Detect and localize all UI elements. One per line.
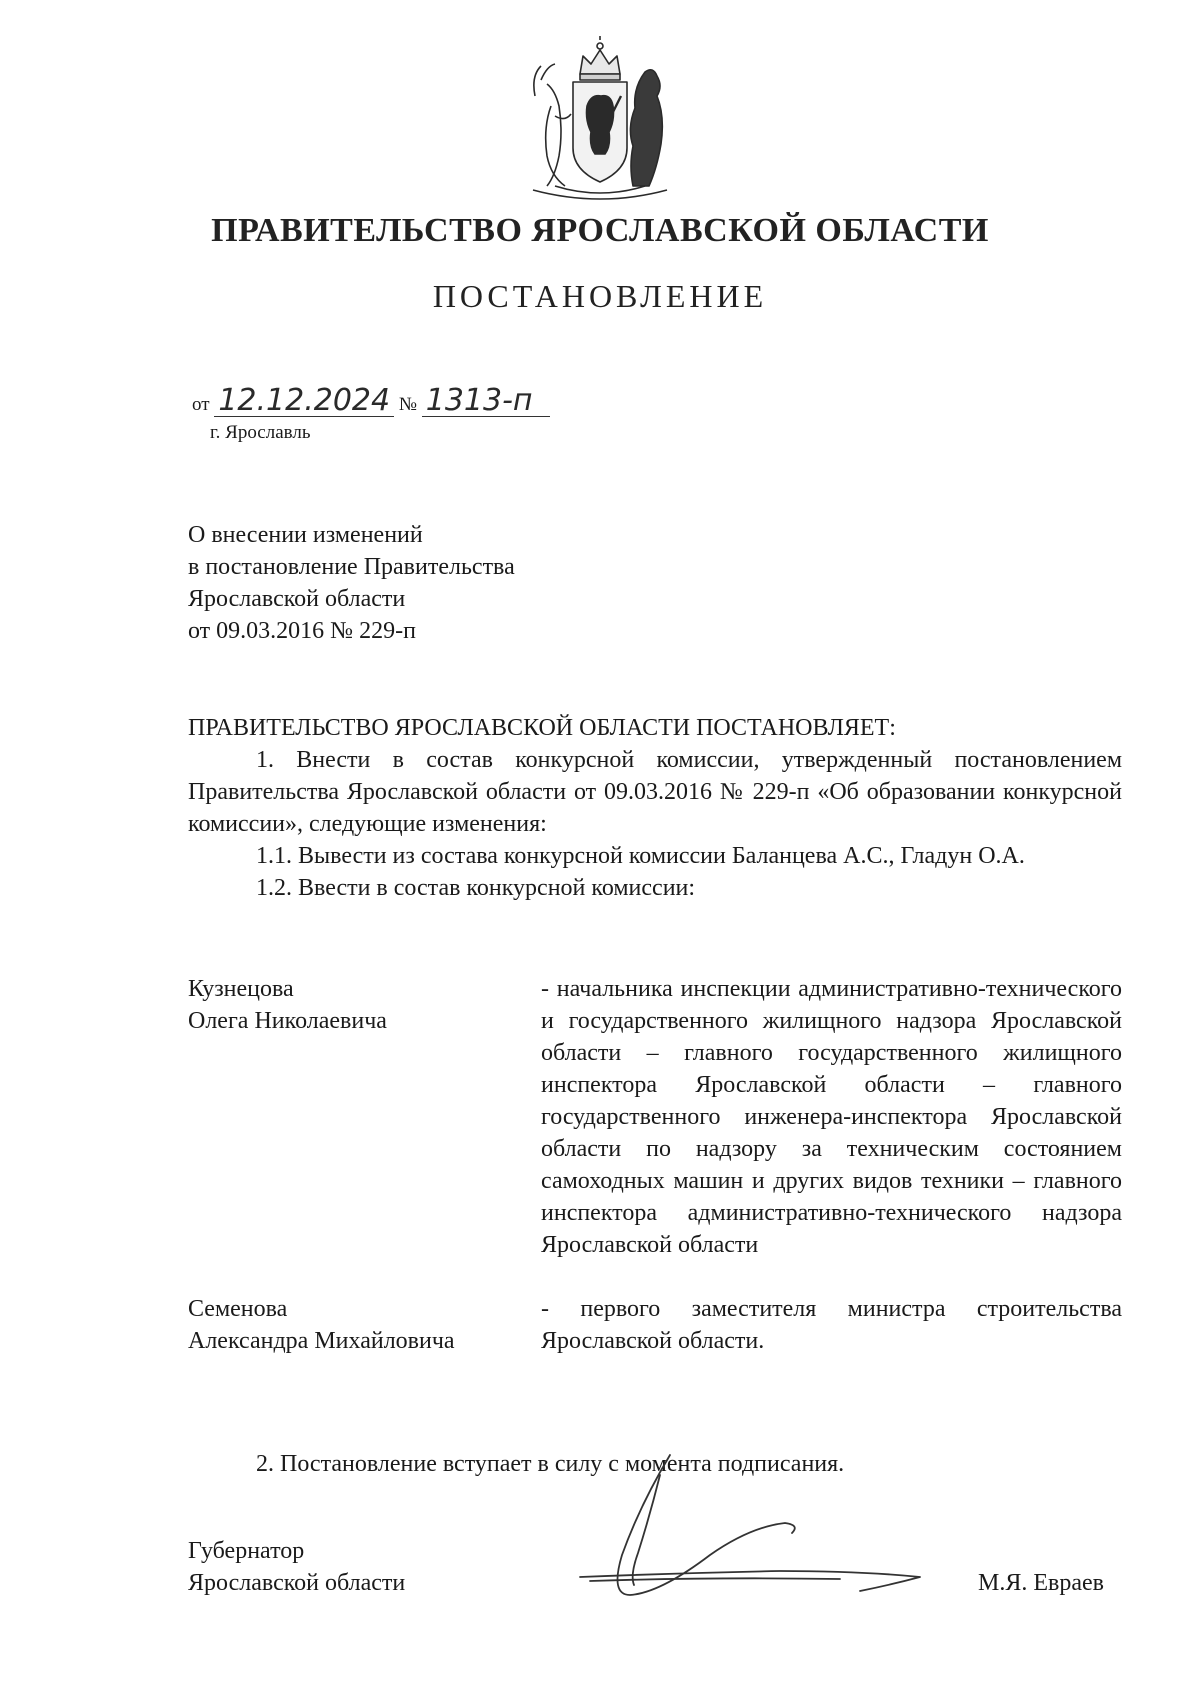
date-number-line [192,383,550,418]
member-surname: Кузнецова [188,976,294,1002]
member-name [188,1293,541,1357]
clause-1-2: 1.2. Ввести в состав конкурсной комиссии: [256,875,696,901]
clause-1-1: 1.1. Вывести из состава конкурсной комиссии Баланцева А.С., Гладун О.А. [256,843,1025,869]
subject-line: в постановление Правительства [188,554,515,580]
members-list [188,973,1122,1357]
member-position: - первого заместителя министра строительства Ярославской области. [541,1296,1122,1354]
city-line: г. Ярославль [210,422,311,443]
member-given-names: Александра Михайловича [188,1328,455,1354]
document-number: 1313-п [422,386,550,417]
clause-1: 1. Внести в состав конкурсной комиссии, утвержденный постановлением Правительства Ярославской области от 09.03.2016 № 229-п «Об образовании конкурсной комиссии», следующие изменения: [188,747,1122,837]
signer-position-line: Губернатор [188,1538,305,1564]
subject-line: Ярославской области [188,586,406,612]
document-type-title: ПОСТАНОВЛЕНИЕ [432,278,768,314]
document-body [188,712,1122,904]
handwritten-signature [560,1445,940,1635]
signer-position [188,1535,405,1599]
preamble: ПРАВИТЕЛЬСТВО ЯРОСЛАВСКОЙ ОБЛАСТИ ПОСТАНОВЛЯЕТ: [188,715,896,741]
document-subject [188,519,515,647]
number-prefix: № [398,394,417,415]
member-entry [188,1293,1122,1357]
organization-title: ПРАВИТЕЛЬСТВО ЯРОСЛАВСКОЙ ОБЛАСТИ [211,212,989,249]
member-given-names: Олега Николаевича [188,1008,387,1034]
coat-of-arms-icon [525,36,675,206]
signer-position-line: Ярославской области [188,1570,406,1596]
subject-line: от 09.03.2016 № 229-п [188,618,416,644]
date-prefix: от [192,394,210,415]
document-date: 12.12.2024 [214,386,394,417]
member-position: - начальника инспекции административно-технического и государственного жилищного надзора Ярославской области – главного государственного жилищного инспектора Ярославской области – главного государственного инженера-инспектора Ярославской области по надзору за техническим состоянием самоходных машин и других видов техники – главного инспектора административно-технического надзора Ярославской области [541,976,1122,1258]
signer-name: М.Я. Евраев [978,1570,1104,1596]
member-surname: Семенова [188,1296,288,1322]
member-entry [188,973,1122,1261]
member-name [188,973,541,1261]
clause-2: 2. Постановление вступает в силу с момента подписания. [256,1451,845,1477]
subject-line: О внесении изменений [188,522,423,548]
